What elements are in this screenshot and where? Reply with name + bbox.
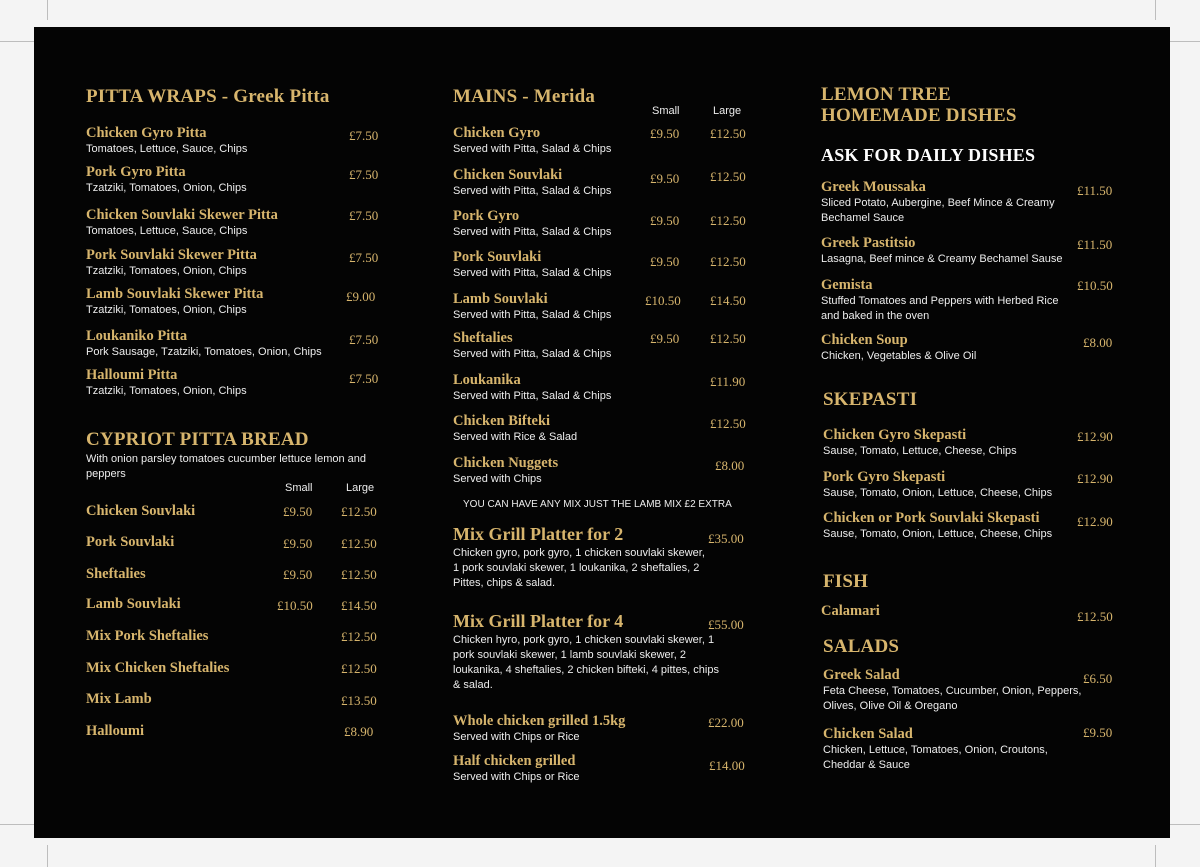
item-name: Pork Gyro Skepasti	[823, 469, 946, 485]
item-price-small: £10.50	[645, 293, 681, 308]
menu-item	[453, 372, 611, 404]
item-desc: Served with Pitta, Salad & Chips	[453, 309, 612, 321]
item-name: Lamb Souvlaki	[86, 596, 181, 612]
item-name: Pork Souvlaki	[453, 249, 542, 265]
item-price-small: £9.50	[650, 213, 680, 228]
item-name: Pork Souvlaki	[86, 534, 175, 550]
menu-item	[453, 713, 625, 745]
item-price: £7.50	[349, 167, 379, 182]
item-name: Chicken Soup	[821, 332, 908, 348]
item-price-small: £10.50	[277, 598, 313, 613]
item-desc: Served with Pitta, Salad & Chips	[453, 267, 612, 279]
menu-sheet	[34, 27, 1170, 838]
item-desc: Served with Pitta, Salad & Chips	[453, 348, 612, 360]
item-price: £9.50	[1083, 725, 1113, 740]
item-desc: Lasagna, Beef mince & Creamy Bechamel Sause	[821, 253, 1063, 265]
item-name: Pork Souvlaki Skewer Pitta	[86, 247, 257, 263]
menu-item	[823, 469, 1052, 501]
item-desc: Served with Chips or Rice	[453, 731, 580, 743]
item-price-small: £9.50	[283, 504, 313, 519]
item-desc: Tzatziki, Tomatoes, Onion, Chips	[86, 182, 247, 194]
item-desc: Tomatoes, Lettuce, Sauce, Chips	[86, 225, 248, 237]
item-price-large: £12.50	[710, 254, 746, 269]
menu-item	[86, 247, 257, 279]
daily-dishes-heading: ASK FOR DAILY DISHES	[821, 145, 1036, 165]
crop-mark	[1170, 824, 1200, 825]
item-price-large: £14.50	[710, 293, 746, 308]
item-desc: Chicken, Vegetables & Olive Oil	[821, 350, 977, 362]
item-name: Sheftalies	[86, 566, 146, 582]
crop-mark	[0, 824, 34, 825]
item-desc: Served with Pitta, Salad & Chips	[453, 143, 612, 155]
item-desc: Served with Pitta, Salad & Chips	[453, 185, 612, 197]
item-price-small: £9.50	[650, 126, 680, 141]
item-desc: Tzatziki, Tomatoes, Onion, Chips	[86, 304, 247, 316]
menu-item	[86, 328, 322, 360]
menu-item	[453, 125, 611, 157]
menu-item	[453, 208, 611, 240]
platter-for-2	[453, 524, 713, 591]
menu-item	[453, 291, 611, 323]
item-desc: Served with Pitta, Salad & Chips	[453, 226, 612, 238]
item-name: Chicken Souvlaki	[86, 503, 196, 519]
item-name: Half chicken grilled	[453, 753, 576, 769]
item-name: Chicken Salad	[823, 726, 913, 742]
item-price: £7.50	[349, 208, 379, 223]
menu-item	[453, 455, 558, 487]
menu-item	[821, 277, 1061, 324]
item-desc: Chicken, Lettuce, Tomatoes, Onion, Croutons, Cheddar & Sauce	[823, 744, 1048, 771]
item-name: Pork Gyro	[453, 208, 520, 224]
item-desc: Tzatziki, Tomatoes, Onion, Chips	[86, 265, 247, 277]
item-name: Halloumi Pitta	[86, 367, 178, 383]
item-price: £9.00	[346, 289, 376, 304]
section-title-cypriot: CYPRIOT PITTA BREAD	[86, 429, 309, 450]
item-price-large: £14.50	[341, 598, 377, 613]
item-price-large: £12.50	[341, 567, 377, 582]
menu-item	[86, 367, 247, 399]
item-desc: Served with Rice & Salad	[453, 431, 578, 443]
item-name: Chicken Souvlaki	[453, 167, 563, 183]
item-name: Greek Moussaka	[821, 179, 926, 195]
item-price-small: £9.50	[650, 331, 680, 346]
item-name: Mix Chicken Sheftalies	[86, 660, 230, 676]
menu-item	[823, 667, 1093, 714]
menu-item	[823, 510, 1052, 542]
menu-item	[821, 179, 1076, 226]
menu-item	[453, 413, 577, 445]
item-name: Halloumi	[86, 723, 145, 739]
menu-item	[86, 207, 278, 239]
section-desc: With onion parsley tomatoes cucumber lettuce lemon and peppers	[86, 453, 367, 480]
item-name: Loukanika	[453, 372, 521, 388]
item-price: £7.50	[349, 250, 379, 265]
item-name: Sheftalies	[453, 330, 513, 346]
section-title-pitta-wraps: PITTA WRAPS - Greek Pitta	[86, 86, 330, 107]
menu-item	[86, 286, 263, 318]
item-name: Chicken Nuggets	[453, 455, 559, 471]
item-name: Mix Grill Platter for 4	[453, 611, 624, 631]
item-name: Mix Pork Sheftalies	[86, 628, 209, 644]
item-price: £14.00	[709, 758, 745, 773]
large-label: Large	[346, 482, 375, 494]
item-name: Whole chicken grilled 1.5kg	[453, 713, 626, 729]
item-name: Lamb Souvlaki	[453, 291, 548, 307]
item-price: £10.50	[1077, 278, 1113, 293]
item-name: Chicken Bifteki	[453, 413, 551, 429]
item-price: £12.90	[1077, 514, 1113, 529]
item-price: £8.00	[1083, 335, 1113, 350]
item-price-large: £8.00	[715, 458, 745, 473]
item-price: £55.00	[708, 617, 744, 632]
item-name: Greek Pastitsio	[821, 235, 916, 251]
item-name: Chicken Gyro	[453, 125, 541, 141]
item-price: £12.50	[1077, 609, 1113, 624]
item-price-large: £12.50	[710, 213, 746, 228]
item-price-large: £12.50	[710, 331, 746, 346]
menu-item	[821, 332, 976, 364]
item-price-large: £8.90	[344, 724, 374, 739]
item-desc: Tomatoes, Lettuce, Sauce, Chips	[86, 143, 248, 155]
item-price: £12.90	[1077, 429, 1113, 444]
item-name: Mix Grill Platter for 2	[453, 524, 624, 544]
section-title-fish: FISH	[823, 571, 869, 592]
item-price: £11.50	[1077, 237, 1113, 252]
crop-mark	[0, 41, 34, 42]
item-name: Calamari	[821, 603, 880, 619]
platter-for-4	[453, 611, 723, 693]
item-price-large: £12.50	[341, 629, 377, 644]
menu-item	[823, 726, 1073, 773]
item-desc: Sliced Potato, Aubergine, Beef Mince & Creamy Bechamel Sauce	[821, 197, 1055, 224]
item-price-large: £12.50	[341, 536, 377, 551]
item-name: Chicken Souvlaki Skewer Pitta	[86, 207, 278, 223]
item-desc: Served with Pitta, Salad & Chips	[453, 390, 612, 402]
menu-item	[823, 427, 1017, 459]
menu-item	[86, 164, 247, 196]
item-name: Lamb Souvlaki Skewer Pitta	[86, 286, 264, 302]
menu-item	[453, 753, 580, 785]
menu-item	[86, 125, 247, 157]
item-desc: Feta Cheese, Tomatoes, Cucumber, Onion, Peppers, Olives, Olive Oil & Oregano	[823, 685, 1082, 712]
section-title-lemon-tree: LEMON TREE	[821, 84, 951, 105]
menu-item	[453, 330, 611, 362]
item-desc: Stuffed Tomatoes and Peppers with Herbed Rice and baked in the oven	[821, 295, 1059, 322]
crop-mark	[1155, 845, 1156, 867]
item-price-small: £9.50	[650, 254, 680, 269]
item-name: Mix Lamb	[86, 691, 152, 707]
crop-mark	[47, 0, 48, 20]
item-price-small: £9.50	[283, 536, 313, 551]
menu-item	[453, 249, 611, 281]
small-label: Small	[285, 482, 313, 494]
mix-note: YOU CAN HAVE ANY MIX JUST THE LAMB MIX £2 EXTRA	[463, 499, 732, 510]
item-price: £11.50	[1077, 183, 1113, 198]
item-price-large: £12.50	[341, 504, 377, 519]
item-price: £12.90	[1077, 471, 1113, 486]
item-price: £7.50	[349, 371, 379, 386]
item-price: £6.50	[1083, 671, 1113, 686]
crop-mark	[1155, 0, 1156, 20]
item-name: Chicken Gyro Skepasti	[823, 427, 967, 443]
item-price-large: £13.50	[341, 693, 377, 708]
large-label: Large	[713, 105, 742, 117]
item-name: Loukaniko Pitta	[86, 328, 188, 344]
section-title-salads: SALADS	[823, 636, 900, 657]
item-desc: Served with Chips or Rice	[453, 771, 580, 783]
section-title-skepasti: SKEPASTI	[823, 389, 918, 410]
item-price: £7.50	[349, 128, 379, 143]
item-price-small: £9.50	[283, 567, 313, 582]
item-name: Chicken Gyro Pitta	[86, 125, 207, 141]
item-price-small: £9.50	[650, 171, 680, 186]
small-label: Small	[652, 105, 680, 117]
section-title-mains: MAINS - Merida	[453, 86, 596, 107]
item-desc: Served with Chips	[453, 473, 542, 485]
item-name: Pork Gyro Pitta	[86, 164, 186, 180]
item-desc: Chicken hyro, pork gyro, 1 chicken souvlaki skewer, 1 pork souvlaki skewer, 1 lamb souvlaki skewer, 2 loukanika, 4 sheftalies, 2 chicken bifteki, 4 pittes, chips & salad.	[453, 634, 719, 691]
item-price: £35.00	[708, 531, 744, 546]
item-desc: Sause, Tomato, Lettuce, Cheese, Chips	[823, 445, 1017, 457]
crop-mark	[1170, 41, 1200, 42]
item-desc: Chicken gyro, pork gyro, 1 chicken souvlaki skewer, 1 pork souvlaki skewer, 1 loukanika, 2 sheftalies, 2 Pittes, chips & salad.	[453, 547, 705, 589]
crop-mark	[47, 845, 48, 867]
item-desc: Pork Sausage, Tzatziki, Tomatoes, Onion, Chips	[86, 346, 322, 358]
item-price: £22.00	[708, 715, 744, 730]
menu-item	[453, 167, 611, 199]
item-price-large: £12.50	[710, 169, 746, 184]
item-price-large: £12.50	[341, 661, 377, 676]
item-name: Chicken or Pork Souvlaki Skepasti	[823, 510, 1040, 526]
item-price-large: £11.90	[710, 374, 746, 389]
item-name: Gemista	[821, 277, 873, 293]
item-price-large: £12.50	[710, 126, 746, 141]
item-price-large: £12.50	[710, 416, 746, 431]
item-desc: Sause, Tomato, Onion, Lettuce, Cheese, Chips	[823, 487, 1053, 499]
item-name: Greek Salad	[823, 667, 900, 683]
menu-item	[821, 235, 1076, 267]
item-price: £7.50	[349, 332, 379, 347]
section-title-homemade: HOMEMADE DISHES	[821, 105, 1017, 126]
item-desc: Sause, Tomato, Onion, Lettuce, Cheese, Chips	[823, 528, 1053, 540]
item-desc: Tzatziki, Tomatoes, Onion, Chips	[86, 385, 247, 397]
